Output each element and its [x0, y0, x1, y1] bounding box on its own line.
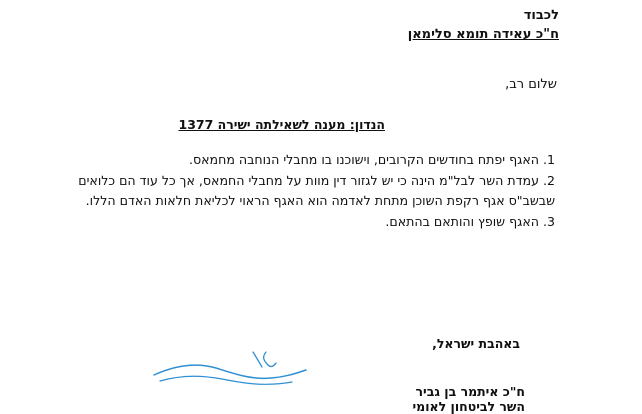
list-item-continuation: שבשב"ס אגף רקפת השוכן מתחת לאדמה הוא האגף הראוי לכליאת חלאות האדם הללו.	[85, 193, 555, 208]
closing: באהבת ישראל,	[432, 336, 520, 351]
greeting: שלום רב,	[505, 77, 557, 92]
signer-title: השר לביטחון לאומי	[412, 399, 525, 414]
list-item: 2. עמדת השר לבל"מ הינה כי יש לגזור דין מוות על מחבלי החמאס, אך כל עוד הם כלואים	[78, 173, 555, 188]
recipient-name: ח"כ עאידה תומא סלימאן	[407, 27, 559, 42]
subject-line: הנדון: מענה לשאילתה ישירה 1377	[178, 117, 385, 132]
signature-image	[150, 350, 310, 392]
list-item: 1. האגף יפתח בחודשים הקרובים, וישוכנו בו מחבלי הנוחבה מחמאס.	[188, 152, 555, 167]
recipient-label: לכבוד	[523, 8, 559, 23]
signer-name: ח"כ איתמר בן גביר	[415, 384, 525, 399]
list-item: 3. האגף שופץ והותאם בהתאם.	[385, 214, 555, 229]
